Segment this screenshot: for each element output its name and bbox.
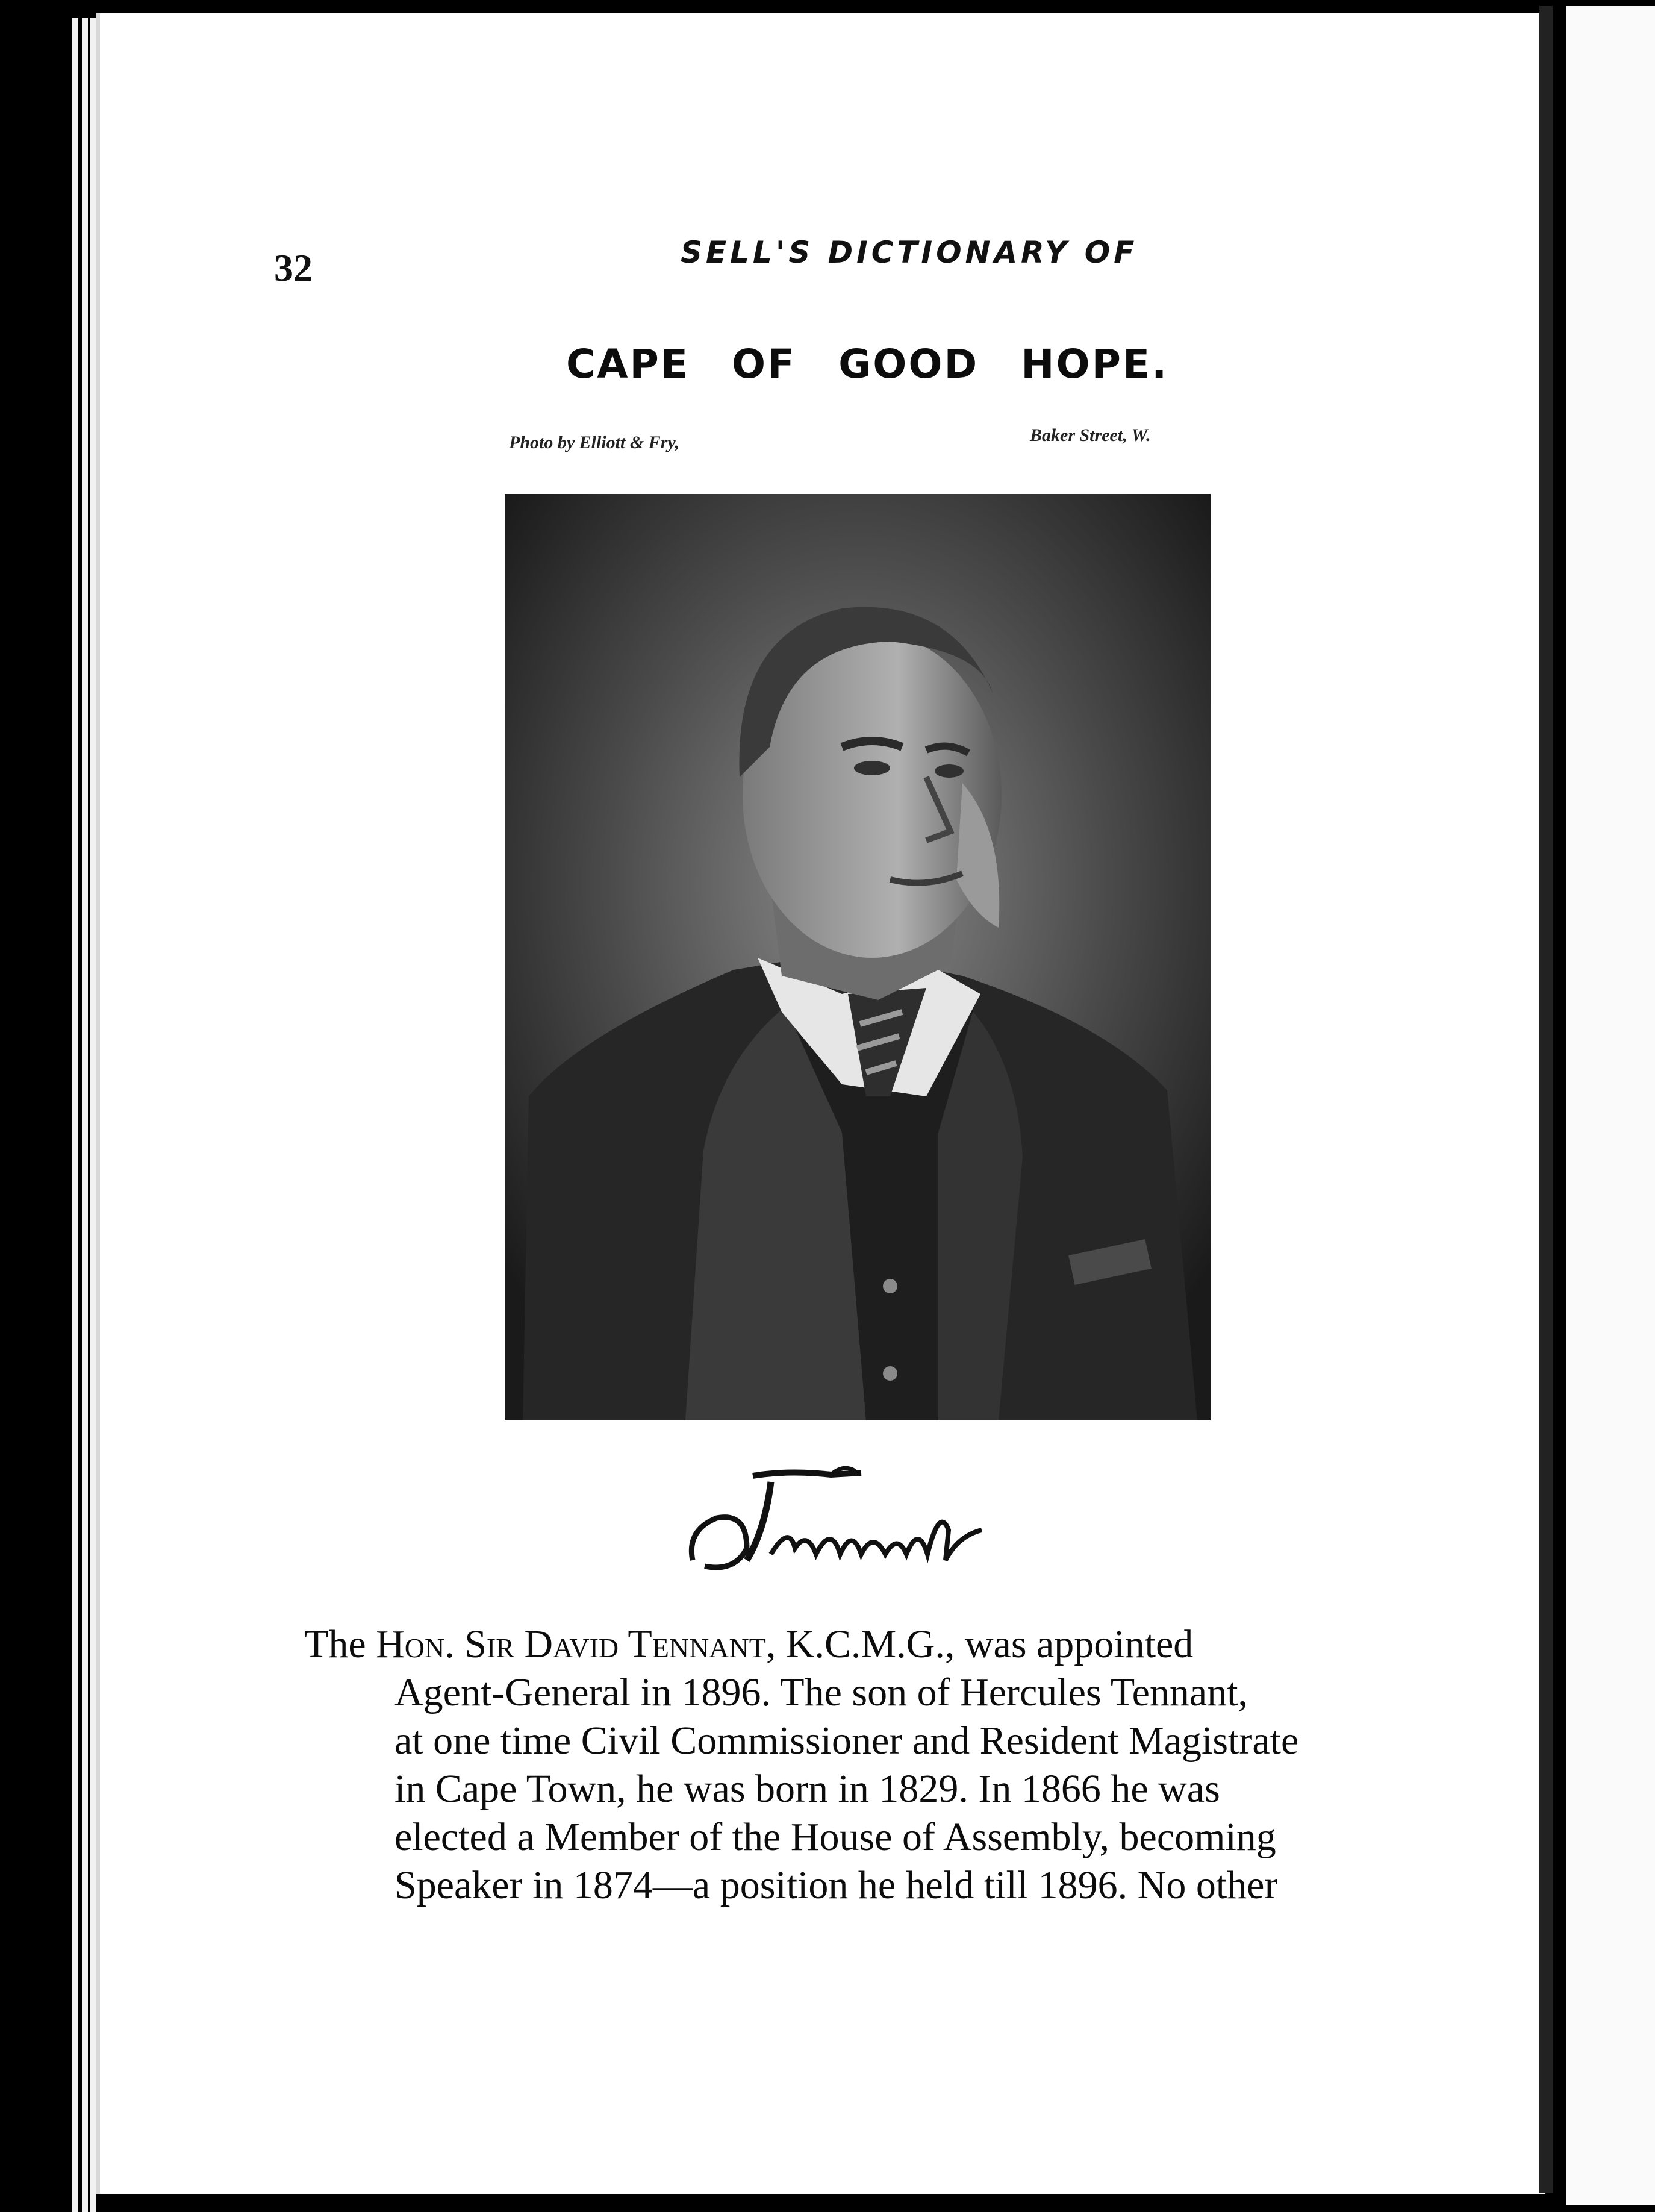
biography-honorific-name: Hon. Sir David Tennant <box>376 1622 766 1666</box>
biography-the: The <box>304 1622 366 1666</box>
biography-line: at one time Civil Commissioner and Resident Magistrate <box>394 1719 1299 1763</box>
page-edge <box>82 18 88 2212</box>
page-edge <box>90 18 96 2212</box>
gutter <box>1539 6 1553 2193</box>
signature-image <box>681 1458 1006 1578</box>
page-number: 32 <box>274 246 313 289</box>
biography-line: elected a Member of the House of Assembly, becoming <box>394 1815 1276 1859</box>
running-head: SELL'S DICTIONARY OF <box>681 235 1138 270</box>
facing-page-edge <box>1566 6 1655 2205</box>
page-edge <box>72 18 78 2212</box>
biography-line: in Cape Town, he was born in 1829. In 1866 he was <box>394 1767 1220 1811</box>
biography-line: Speaker in 1874—a position he held till 1896. No other <box>394 1863 1278 1907</box>
biography-first-line-rest: , K.C.M.G., was appointed <box>765 1622 1194 1666</box>
biography-line <box>304 1620 1473 1669</box>
section-title: CAPE OF GOOD HOPE. <box>566 341 1169 387</box>
biography-text <box>304 1620 1473 1910</box>
portrait-photo <box>505 494 1211 1420</box>
biography-line: Agent-General in 1896. The son of Hercules Tennant, <box>394 1670 1248 1714</box>
photo-credit-photographer: Photo by Elliott & Fry, <box>509 433 680 452</box>
photo-credit-address: Baker Street, W. <box>1030 425 1151 445</box>
